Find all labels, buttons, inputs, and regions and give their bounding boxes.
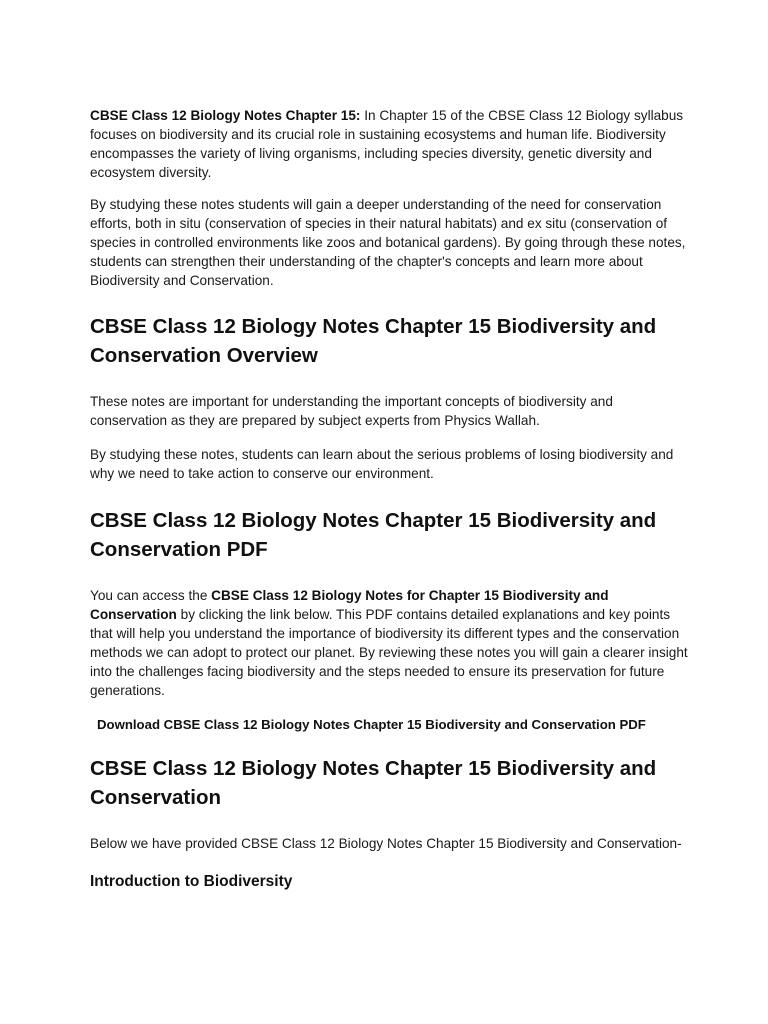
pdf-heading: CBSE Class 12 Biology Notes Chapter 15 Biodiversity and Conservation PDF: [90, 509, 657, 561]
pdf-text-after: by clicking the link below. This PDF contains detailed explanations and key points that will help you understand the importance of biodiversity its different types and the conservation methods we can adopt to protect our planet. By reviewing these notes you will gain a clearer insight into the challenges facing biodiversity and the steps needed to ensure its preservation for future generations.: [90, 607, 688, 698]
notes-heading: CBSE Class 12 Biology Notes Chapter 15 Biodiversity and Conservation: [90, 757, 657, 809]
intro-paragraph: [90, 106, 688, 182]
introduction-subheading: Introduction to Biodiversity: [90, 873, 293, 890]
pdf-paragraph: [90, 586, 688, 700]
intro-lead-bold: CBSE Class 12 Biology Notes Chapter 15:: [90, 108, 361, 123]
overview-paragraph-2: By studying these notes, students can learn about the serious problems of losing biodiversity and why we need to take action to conserve our environment.: [90, 447, 674, 481]
notes-paragraph: Below we have provided CBSE Class 12 Biology Notes Chapter 15 Biodiversity and Conservation-: [90, 836, 682, 851]
download-pdf-link[interactable]: Download CBSE Class 12 Biology Notes Chapter 15 Biodiversity and Conservation PDF: [97, 717, 646, 732]
download-link-container: [90, 715, 688, 734]
intro-paragraph-2: By studying these notes students will gain a deeper understanding of the need for conservation efforts, both in situ (conservation of species in their natural habitats) and ex situ (conservation of species in controlled environments like zoos and botanical gardens). By going through these notes, students can strengthen their understanding of the chapter's concepts and learn more about Biodiversity and Conservation.: [90, 197, 686, 288]
pdf-text-bold: CBSE Class 12 Biology Notes for Chapter 15 Biodiversity and Conservation: [90, 588, 609, 622]
pdf-text-before: You can access the: [90, 588, 212, 603]
intro-lead-text: In Chapter 15 of the CBSE Class 12 Biology syllabus focuses on biodiversity and its crucial role in sustaining ecosystems and human life. Biodiversity encompasses the variety of living organisms, including species diversity, genetic diversity and ecosystem diversity.: [90, 108, 684, 180]
overview-heading: CBSE Class 12 Biology Notes Chapter 15 Biodiversity and Conservation Overview: [90, 315, 657, 367]
overview-paragraph-1: These notes are important for understanding the important concepts of biodiversity and conservation as they are prepared by subject experts from Physics Wallah.: [90, 394, 613, 428]
